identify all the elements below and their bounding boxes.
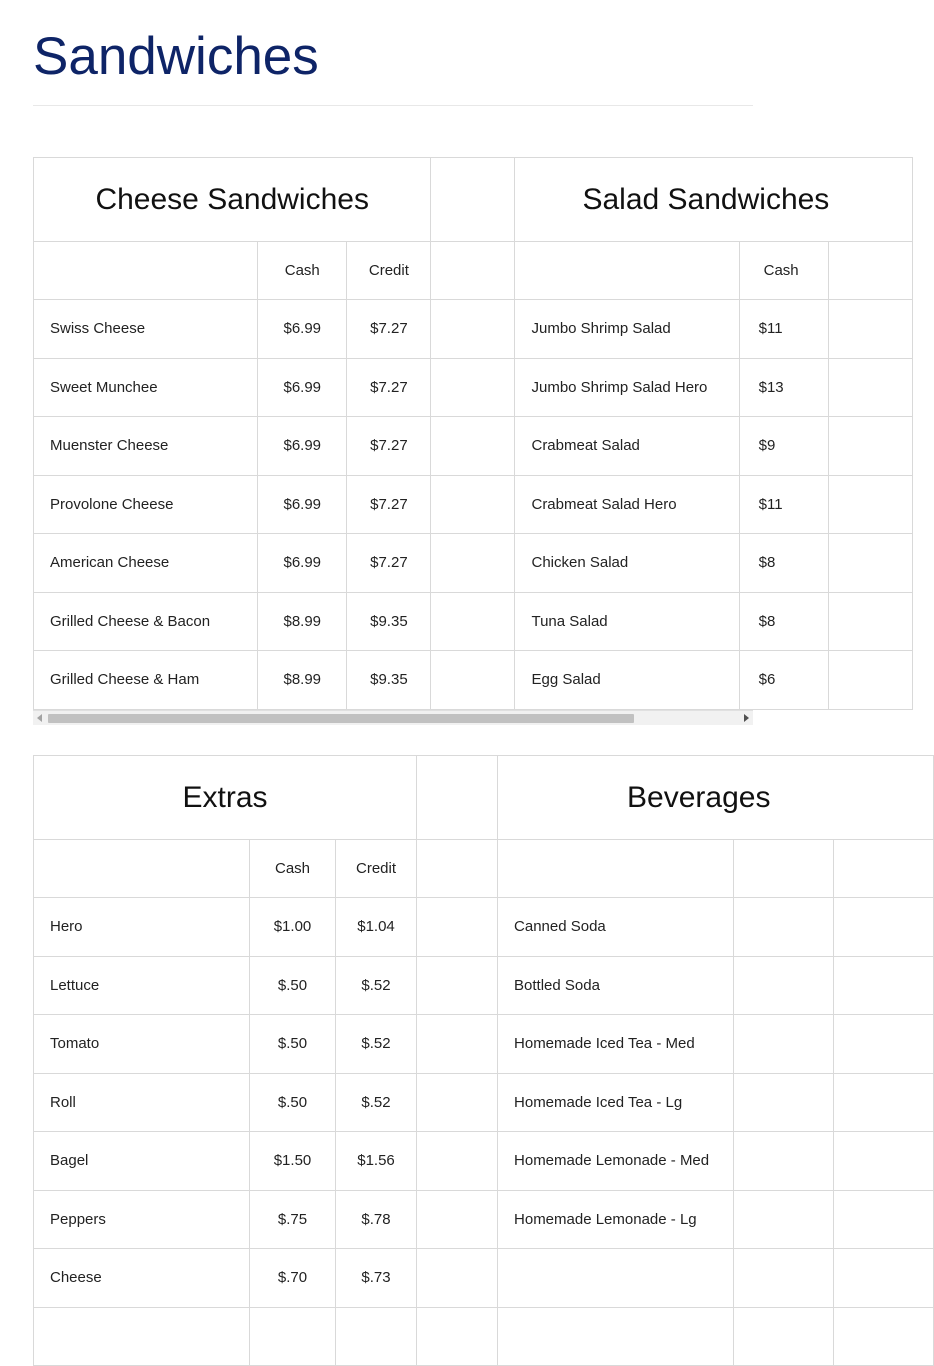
item-cash-price: [734, 956, 834, 1015]
item-cash-price: $8: [739, 534, 828, 593]
item-credit-price: $9.35: [347, 651, 431, 710]
table-row: [34, 898, 934, 957]
column-header-credit: Credit: [336, 840, 417, 898]
spacer-cell: [431, 242, 515, 300]
table-row: [34, 1249, 934, 1308]
header-empty-cell: [34, 242, 258, 300]
item-credit-price: [828, 300, 912, 359]
item-cash-price: $8: [739, 592, 828, 651]
item-name: Hero: [34, 898, 250, 957]
item-name: Homemade Iced Tea - Lg: [498, 1073, 734, 1132]
item-name: Canned Soda: [498, 898, 734, 957]
item-credit-price: [828, 417, 912, 476]
column-header-credit: [834, 840, 934, 898]
item-name: Homemade Lemonade - Med: [498, 1132, 734, 1191]
horizontal-scrollbar[interactable]: [33, 710, 753, 725]
item-credit-price: [828, 475, 912, 534]
spacer-cell: [431, 475, 515, 534]
spacer-cell: [431, 417, 515, 476]
table-row: [34, 417, 913, 476]
item-name: Muenster Cheese: [34, 417, 258, 476]
scrollbar-thumb[interactable]: [48, 714, 634, 723]
item-cash-price: $6.99: [258, 475, 347, 534]
item-cash-price: [250, 1307, 336, 1366]
column-header-cash: Cash: [739, 242, 828, 300]
spacer-cell: [417, 956, 498, 1015]
table-row: [34, 534, 913, 593]
item-credit-price: [336, 1307, 417, 1366]
table-row: [34, 1073, 934, 1132]
sandwich-table-scroller[interactable]: [33, 157, 830, 725]
item-credit-price: $.52: [336, 956, 417, 1015]
spacer-cell: [417, 756, 498, 840]
item-name: Homemade Iced Tea - Med: [498, 1015, 734, 1074]
extras-price-table: [33, 755, 934, 1366]
item-name: Tuna Salad: [515, 592, 739, 651]
category-title-beverages: Beverages: [498, 756, 934, 840]
spacer-cell: [417, 840, 498, 898]
header-empty-cell: [498, 840, 734, 898]
item-credit-price: $.73: [336, 1249, 417, 1308]
scroll-right-arrow-icon[interactable]: [744, 714, 749, 722]
item-credit-price: [834, 956, 934, 1015]
item-credit-price: $1.04: [336, 898, 417, 957]
item-credit-price: [834, 1307, 934, 1366]
item-name: American Cheese: [34, 534, 258, 593]
item-cash-price: [734, 1073, 834, 1132]
table-row: [34, 1132, 934, 1191]
item-credit-price: $.52: [336, 1015, 417, 1074]
spacer-cell: [417, 898, 498, 957]
spacer-cell: [431, 358, 515, 417]
extras-table-scroller[interactable]: [33, 755, 771, 1329]
item-credit-price: [828, 592, 912, 651]
table-row: [34, 358, 913, 417]
item-name: Egg Salad: [515, 651, 739, 710]
table-row: [34, 475, 913, 534]
item-name: Crabmeat Salad: [515, 417, 739, 476]
category-title-extras: Extras: [34, 756, 417, 840]
spacer-cell: [417, 1249, 498, 1308]
title-divider: [33, 105, 753, 106]
item-credit-price: [834, 1190, 934, 1249]
spacer-cell: [431, 158, 515, 242]
item-credit-price: [834, 1132, 934, 1191]
item-cash-price: $6.99: [258, 358, 347, 417]
column-header-credit: [828, 242, 912, 300]
item-name: Crabmeat Salad Hero: [515, 475, 739, 534]
column-header-cash: Cash: [258, 242, 347, 300]
item-credit-price: $.78: [336, 1190, 417, 1249]
item-credit-price: $7.27: [347, 300, 431, 359]
column-header-credit: Credit: [347, 242, 431, 300]
item-credit-price: [828, 534, 912, 593]
item-credit-price: $1.56: [336, 1132, 417, 1191]
spacer-cell: [417, 1073, 498, 1132]
item-name: Jumbo Shrimp Salad: [515, 300, 739, 359]
item-credit-price: $7.27: [347, 358, 431, 417]
item-cash-price: $.50: [250, 1015, 336, 1074]
item-credit-price: $9.35: [347, 592, 431, 651]
item-cash-price: [734, 1132, 834, 1191]
item-cash-price: $.50: [250, 1073, 336, 1132]
category-title-cheese-sandwiches: Cheese Sandwiches: [34, 158, 431, 242]
item-name: Tomato: [34, 1015, 250, 1074]
item-cash-price: [734, 1249, 834, 1308]
table-row: [34, 956, 934, 1015]
spacer-cell: [431, 592, 515, 651]
item-name: Swiss Cheese: [34, 300, 258, 359]
item-credit-price: [834, 898, 934, 957]
spacer-cell: [417, 1132, 498, 1191]
header-empty-cell: [34, 840, 250, 898]
spacer-cell: [417, 1190, 498, 1249]
item-cash-price: $.75: [250, 1190, 336, 1249]
item-cash-price: $11: [739, 475, 828, 534]
item-cash-price: $8.99: [258, 651, 347, 710]
item-cash-price: $8.99: [258, 592, 347, 651]
item-cash-price: $9: [739, 417, 828, 476]
item-name: Grilled Cheese & Bacon: [34, 592, 258, 651]
item-credit-price: $7.27: [347, 475, 431, 534]
item-name: Grilled Cheese & Ham: [34, 651, 258, 710]
table-row: [34, 592, 913, 651]
sandwich-price-table: [33, 157, 913, 710]
item-credit-price: [828, 358, 912, 417]
item-name: [498, 1249, 734, 1308]
item-cash-price: $11: [739, 300, 828, 359]
item-name: [498, 1307, 734, 1366]
item-name: [34, 1307, 250, 1366]
spacer-cell: [417, 1015, 498, 1074]
item-name: Cheese: [34, 1249, 250, 1308]
item-name: Chicken Salad: [515, 534, 739, 593]
item-cash-price: $1.00: [250, 898, 336, 957]
category-title-salad-sandwiches: Salad Sandwiches: [515, 158, 913, 242]
item-cash-price: [734, 898, 834, 957]
item-credit-price: [834, 1015, 934, 1074]
spacer-cell: [417, 1307, 498, 1366]
header-empty-cell: [515, 242, 739, 300]
item-cash-price: $1.50: [250, 1132, 336, 1191]
item-credit-price: [834, 1073, 934, 1132]
item-cash-price: $6.99: [258, 300, 347, 359]
item-cash-price: [734, 1015, 834, 1074]
item-cash-price: $6.99: [258, 417, 347, 476]
item-cash-price: [734, 1307, 834, 1366]
item-name: Bottled Soda: [498, 956, 734, 1015]
table-row: [34, 651, 913, 710]
table-row: [34, 1015, 934, 1074]
item-credit-price: [828, 651, 912, 710]
item-cash-price: $.50: [250, 956, 336, 1015]
item-name: Jumbo Shrimp Salad Hero: [515, 358, 739, 417]
spacer-cell: [431, 651, 515, 710]
item-cash-price: $13: [739, 358, 828, 417]
item-cash-price: $.70: [250, 1249, 336, 1308]
item-name: Lettuce: [34, 956, 250, 1015]
item-name: Bagel: [34, 1132, 250, 1191]
table-row: [34, 1307, 934, 1366]
item-name: Roll: [34, 1073, 250, 1132]
table-row: [34, 300, 913, 359]
scroll-left-arrow-icon[interactable]: [37, 714, 42, 722]
item-cash-price: [734, 1190, 834, 1249]
item-name: Provolone Cheese: [34, 475, 258, 534]
item-credit-price: $.52: [336, 1073, 417, 1132]
item-name: Sweet Munchee: [34, 358, 258, 417]
spacer-cell: [431, 534, 515, 593]
item-credit-price: $7.27: [347, 534, 431, 593]
item-name: Peppers: [34, 1190, 250, 1249]
table-row: [34, 1190, 934, 1249]
item-credit-price: [834, 1249, 934, 1308]
item-cash-price: $6.99: [258, 534, 347, 593]
column-header-cash: Cash: [250, 840, 336, 898]
page-title: Sandwiches: [33, 27, 319, 86]
column-header-cash: [734, 840, 834, 898]
spacer-cell: [431, 300, 515, 359]
item-name: Homemade Lemonade - Lg: [498, 1190, 734, 1249]
item-credit-price: $7.27: [347, 417, 431, 476]
item-cash-price: $6: [739, 651, 828, 710]
